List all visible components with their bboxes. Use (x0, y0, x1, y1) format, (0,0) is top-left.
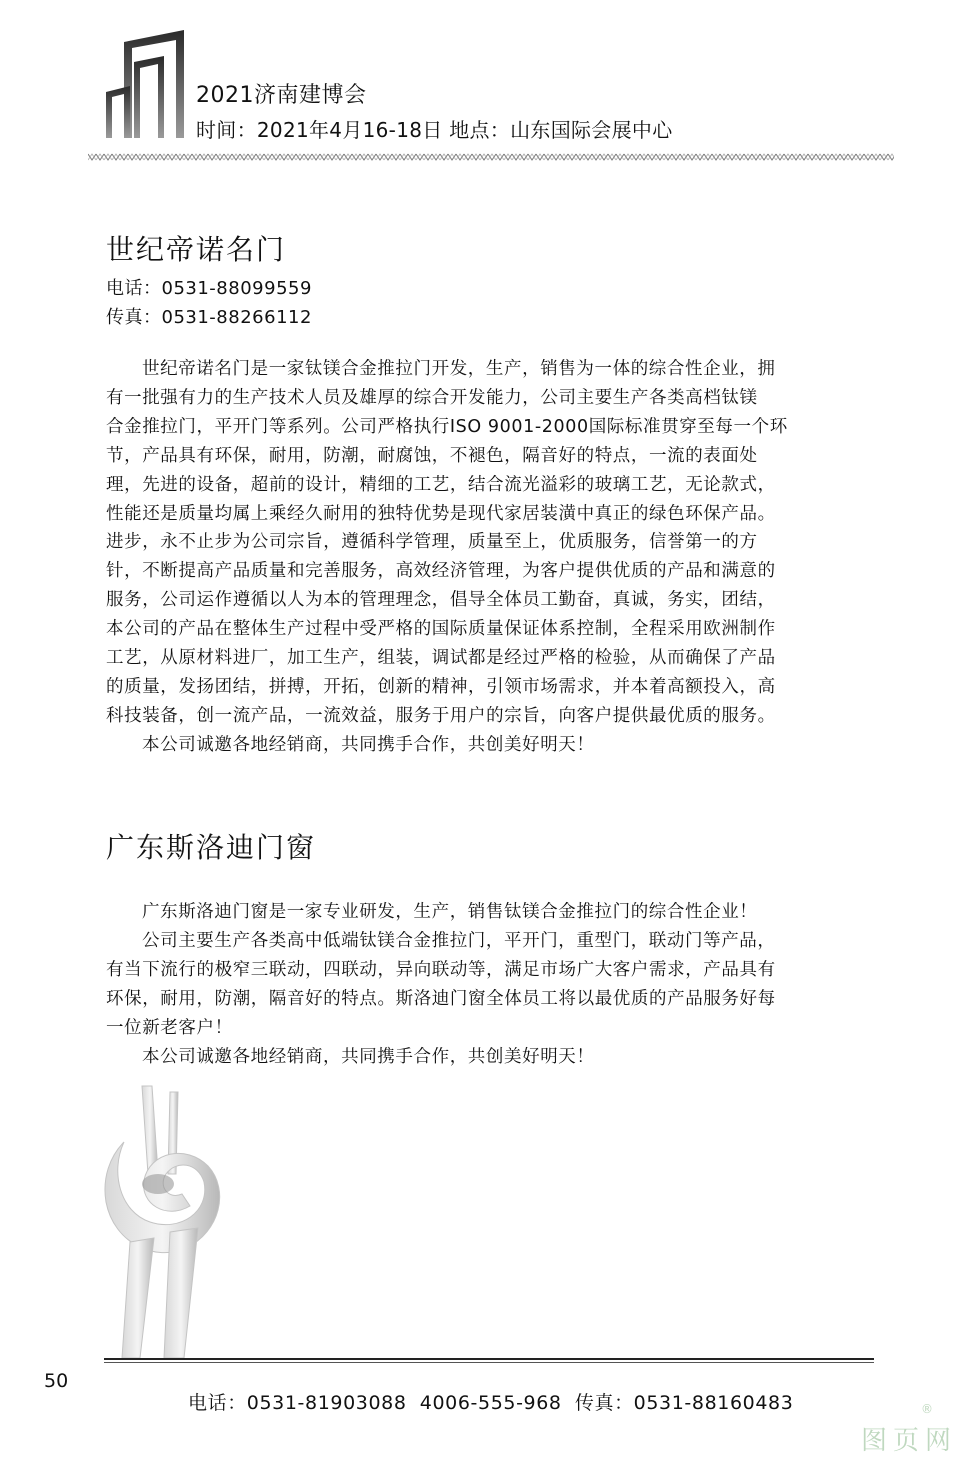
header-title: 2021济南建博会 (196, 83, 367, 108)
paragraph-line: 性能还是质量均属上乘经久耐用的独特优势是现代家居装潢中真正的绿色环保产品。 (106, 503, 776, 524)
paragraph-line: 本公司诚邀各地经销商，共同携手合作，共创美好明天！ (142, 734, 595, 755)
paragraph-line: 世纪帝诺名门是一家钛镁合金推拉门开发，生产，销售为一体的综合性企业，拥 (142, 359, 776, 379)
paragraph-line: 进步，永不止步为公司宗旨，遵循科学管理，质量至上，优质服务，信誉第一的方 (106, 532, 758, 553)
company-contact-shiji-dinuo (106, 274, 312, 332)
paragraph-line: 公司主要生产各类高中低端钛镁合金推拉门，平开门，重型门，联动门等产品， (142, 930, 776, 951)
paragraph-line: 本公司的产品在整体生产过程中受严格的国际质量保证体系控制，全程采用欧洲制作 (106, 619, 776, 640)
company-description-shiji-dinuo (106, 355, 846, 760)
paragraph-line: 节，产品具有环保，耐用，防潮，耐腐蚀，不褪色，隔音好的特点，一流的表面处 (106, 445, 758, 466)
expo-logo-icon (104, 22, 196, 140)
header-event-info: 时间：2021年4月16-18日 地点：山东国际会展中心 (196, 118, 673, 142)
paragraph-line: 科技装备，创一流产品，一流效益，服务于用户的宗旨，向客户提供最优质的服务。 (106, 705, 776, 726)
paragraph-line: 有一批强有力的生产技术人员及雄厚的综合开发能力，公司主要生产各类高档钛镁 (106, 387, 758, 408)
footer-rule (104, 1358, 874, 1364)
watermark-text: 图页网 (861, 1426, 958, 1456)
phone-line: 电话：0531-88099559 (106, 278, 312, 299)
fax-line: 传真：0531-88266112 (106, 307, 312, 328)
paragraph-line: 针，不断提高产品质量和完善服务，高效经济管理，为客户提供优质的产品和满意的 (106, 561, 776, 582)
company-title-shiji-dinuo: 世纪帝诺名门 (106, 233, 287, 266)
header-divider (88, 152, 894, 162)
paragraph-line: 工艺，从原材料进厂，加工生产，组装，调试都是经过严格的检验，从而确保了产品 (106, 648, 776, 669)
paragraph-line: 的质量，发扬团结，拼搏，开拓，创新的精神，引领市场需求，并本着高额投入，高 (106, 676, 776, 697)
paragraph-line: 理，先进的设备，超前的设计，精细的工艺，结合流光溢彩的玻璃工艺，无论款式， (106, 474, 776, 495)
paragraph-line: 合金推拉门，平开门等系列。公司严格执行ISO 9001-2000国际标准贯穿至每一个环 (106, 416, 788, 437)
page-number: 50 (44, 1370, 69, 1392)
site-watermark (861, 1402, 958, 1457)
paragraph-line: 有当下流行的极窄三联动，四联动，异向联动等，满足市场广大客户需求，产品具有 (106, 959, 776, 980)
company-description-guangdong-siluodi (106, 898, 846, 1071)
registered-mark: ® (921, 1402, 933, 1416)
paragraph-line: 一位新老客户！ (106, 1017, 233, 1038)
paragraph-line: 广东斯洛迪门窗是一家专业研发，生产，销售钛镁合金推拉门的综合性企业！ (142, 902, 758, 922)
footer-contact: 电话：0531-81903088 4006-555-968 传真：0531-88160483 (188, 1392, 794, 1414)
company-title-guangdong-siluodi: 广东斯洛迪门窗 (106, 831, 317, 864)
paragraph-line: 服务，公司运作遵循以人为本的管理理念，倡导全体员工勤奋，真诚，务实，团结， (106, 590, 776, 611)
paragraph-line: 环保，耐用，防潮，隔音好的特点。斯洛迪门窗全体员工将以最优质的产品服务好每 (106, 988, 776, 1009)
paragraph-line: 本公司诚邀各地经销商，共同携手合作，共创美好明天！ (142, 1046, 595, 1067)
quancheng-sculpture-image (100, 1082, 280, 1362)
